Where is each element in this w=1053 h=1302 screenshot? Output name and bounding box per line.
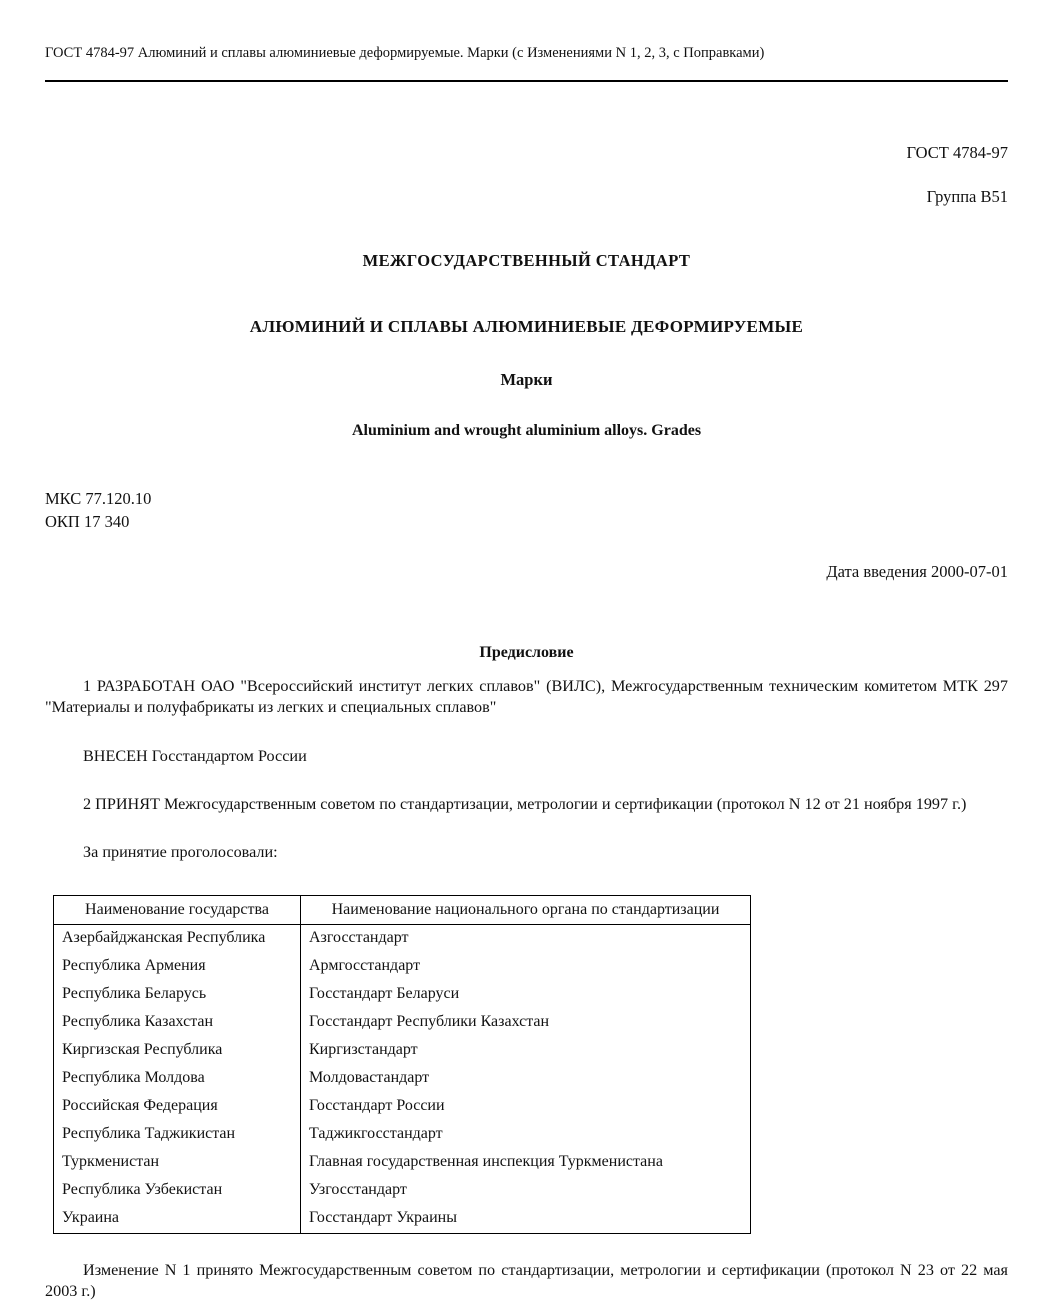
cell-body: Госстандарт Беларуси — [301, 981, 751, 1009]
cell-body: Главная государственная инспекция Туркменистана — [301, 1149, 751, 1177]
okp-code: ОКП 17 340 — [45, 512, 130, 532]
cell-state: Республика Казахстан — [54, 1009, 301, 1037]
table-row — [54, 1009, 751, 1037]
table-row — [54, 924, 751, 953]
title-kind: Марки — [500, 370, 553, 389]
cell-state: Украина — [54, 1205, 301, 1234]
mks-code: МКС 77.120.10 — [45, 489, 152, 508]
cell-body: Госстандарт России — [301, 1093, 751, 1121]
header-divider — [45, 80, 1008, 82]
cell-state: Республика Армения — [54, 953, 301, 981]
title-block — [45, 251, 1008, 440]
foreword-item-2: 2 ПРИНЯТ Межгосударственным советом по стандартизации, метрологии и сертификации (протокол N 12 от 21 ноября 1997 г.) — [83, 794, 967, 813]
standard-type-heading: МЕЖГОСУДАРСТВЕННЫЙ СТАНДАРТ — [362, 251, 691, 270]
running-header: ГОСТ 4784-97 Алюминий и сплавы алюминиевые деформируемые. Марки (с Изменениями N 1, 2, 3, с Поправками) — [45, 45, 765, 61]
introduction-date: Дата введения 2000-07-01 — [826, 561, 1008, 581]
cell-body: Молдовастандарт — [301, 1065, 751, 1093]
table-row — [54, 1037, 751, 1065]
vote-table — [53, 895, 751, 1234]
table-row — [54, 1093, 751, 1121]
cell-body: Госстандарт Украины — [301, 1205, 751, 1234]
cell-state: Туркменистан — [54, 1149, 301, 1177]
cell-state: Азербайджанская Республика — [54, 924, 301, 953]
cell-body: Армгосстандарт — [301, 953, 751, 981]
standard-number: ГОСТ 4784-97 — [906, 143, 1008, 163]
cell-body: Госстандарт Республики Казахстан — [301, 1009, 751, 1037]
column-header-body: Наименование национального органа по стандартизации — [301, 895, 751, 924]
cell-state: Республика Узбекистан — [54, 1177, 301, 1205]
table-row — [54, 1149, 751, 1177]
cell-body: Киргизстандарт — [301, 1037, 751, 1065]
page-title: АЛЮМИНИЙ И СПЛАВЫ АЛЮМИНИЕВЫЕ ДЕФОРМИРУЕМЫЕ — [249, 317, 804, 336]
foreword-vote-intro: За принятие проголосовали: — [83, 843, 278, 862]
foreword-submitted-by: ВНЕСЕН Госстандартом России — [83, 746, 307, 765]
cell-body: Таджикгосстандарт — [301, 1121, 751, 1149]
cell-state: Республика Таджикистан — [54, 1121, 301, 1149]
cell-body: Азгосстандарт — [301, 924, 751, 953]
vote-table-container — [45, 895, 1008, 1234]
table-row — [54, 953, 751, 981]
cell-state: Республика Молдова — [54, 1065, 301, 1093]
english-title: Aluminium and wrought aluminium alloys. Grades — [351, 422, 702, 439]
foreword-item-1: 1 РАЗРАБОТАН ОАО "Всероссийский институт легких сплавов" (ВИЛС), Межгосударственным техническим комитетом МТК 297 "Материалы и полуфабрикаты из легких и специальных сплавов" — [45, 676, 1008, 717]
amendment-note: Изменение N 1 принято Межгосударственным советом по стандартизации, метрологии и сертификации (протокол N 23 от 22 мая 2003 г.) — [45, 1260, 1008, 1301]
classification-codes — [45, 487, 1008, 534]
standard-group: Группа В51 — [926, 186, 1008, 206]
table-row — [54, 1205, 751, 1234]
table-row — [54, 1065, 751, 1093]
cell-state: Российская Федерация — [54, 1093, 301, 1121]
cell-state: Киргизская Республика — [54, 1037, 301, 1065]
table-row — [54, 1177, 751, 1205]
identification-block — [45, 142, 1008, 207]
column-header-state: Наименование государства — [54, 895, 301, 924]
cell-state: Республика Беларусь — [54, 981, 301, 1009]
cell-body: Узгосстандарт — [301, 1177, 751, 1205]
foreword-heading: Предисловие — [479, 643, 574, 661]
table-header-row — [54, 895, 751, 924]
table-row — [54, 1121, 751, 1149]
vote-table-body — [54, 924, 751, 1233]
table-row — [54, 981, 751, 1009]
